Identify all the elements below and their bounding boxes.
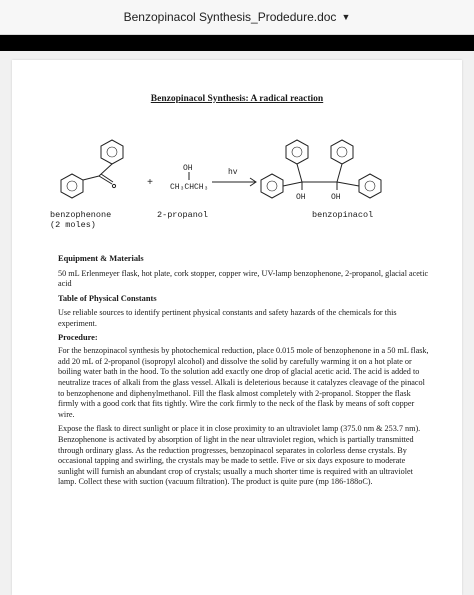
equipment-section	[58, 254, 430, 488]
reaction-scheme	[52, 138, 392, 218]
pinacol-ring-top-right	[331, 140, 353, 164]
procedure-paragraph-1: For the benzopinacol synthesis by photochemical reduction, place 0.015 mole of benzophenone in a 50 mL flask, add 20 mL of 2-propanol (isopropyl alcohol) and dissolve the solid by carefully warming it on a hot plate or boiling water bath in the hood. To the solution add exactly one drop of glacial acetic acid. The acid is added to neutralize traces of alkali from the glass vessel. Alkali is deleterious because it catalyzes cleavage of the pinacol to benzophenone and diphenylmethanol. Fill the flask almost completely with 2-propanol. Stopper the flask firmly with a good cork that fits tightly. Wire the cork firmly to the neck of the flask by means of soft copper wire.	[58, 346, 429, 419]
window-titlebar	[0, 0, 474, 35]
benzophenone-moles: (2 moles)	[50, 220, 96, 230]
benzophenone-name: benzophenone	[50, 210, 112, 220]
document-page	[12, 60, 462, 595]
propanol-formula: CH₃CHCH₃	[170, 183, 209, 192]
benzophenone-label	[50, 210, 111, 230]
pinacol-oh-left: OH	[296, 193, 306, 202]
procedure-paragraph-2: Expose the flask to direct sunlight or place it in close proximity to an ultraviolet lamp (375.0 nm & 253.7 nm). Benzophenone is activated by absorption of light in the near ultraviolet region, which is partially transmitted through ordinary glass. As the reduction progresses, benzopinacol separates in colorless dense crystals. By occasional tapping and swirling, the crystals may be made to settle. Five or six days exposure to moderate sunlight will furnish an abundant crop of crystals; usually a much shorter time is required with an ultraviolet lamp. Collect these with suction (vacuum filtration). The product is quite pure (mp 186-188oC).	[58, 424, 421, 487]
chevron-down-icon[interactable]: ▼	[341, 12, 351, 22]
document-title: Benzopinacol Synthesis: A radical reaction	[150, 94, 324, 104]
pinacol-ring-top-left	[286, 140, 308, 164]
constants-text: Use reliable sources to identify pertinent physical constants and safety hazards of the chemicals for this experiment.	[58, 308, 397, 328]
document-filename[interactable]: Benzopinacol Synthesis_Prodedure.doc	[123, 10, 337, 24]
procedure-heading: Procedure:	[58, 332, 98, 342]
propanol-oh: OH	[183, 164, 193, 173]
constants-heading: Table of Physical Constants	[58, 293, 157, 303]
pinacol-ring-left	[261, 174, 283, 198]
benzophenone-ring-top	[101, 140, 123, 164]
plus-sign: +	[147, 178, 154, 189]
reaction-condition: hv	[228, 168, 238, 177]
equipment-heading: Equipment & Materials	[58, 254, 144, 263]
toolbar-strip	[0, 35, 474, 51]
equipment-text: 50 mL Erlenmeyer flask, hot plate, cork stopper, copper wire, UV-lamp benzophenone, 2-propanol, glacial acetic acid	[58, 268, 429, 289]
pinacol-oh-right: OH	[331, 193, 341, 202]
benzopinacol-label: benzopinacol	[312, 210, 374, 220]
benzophenone-ring-left	[61, 174, 83, 198]
pinacol-ring-right	[359, 174, 381, 198]
propanol-label: 2-propanol	[157, 210, 209, 220]
